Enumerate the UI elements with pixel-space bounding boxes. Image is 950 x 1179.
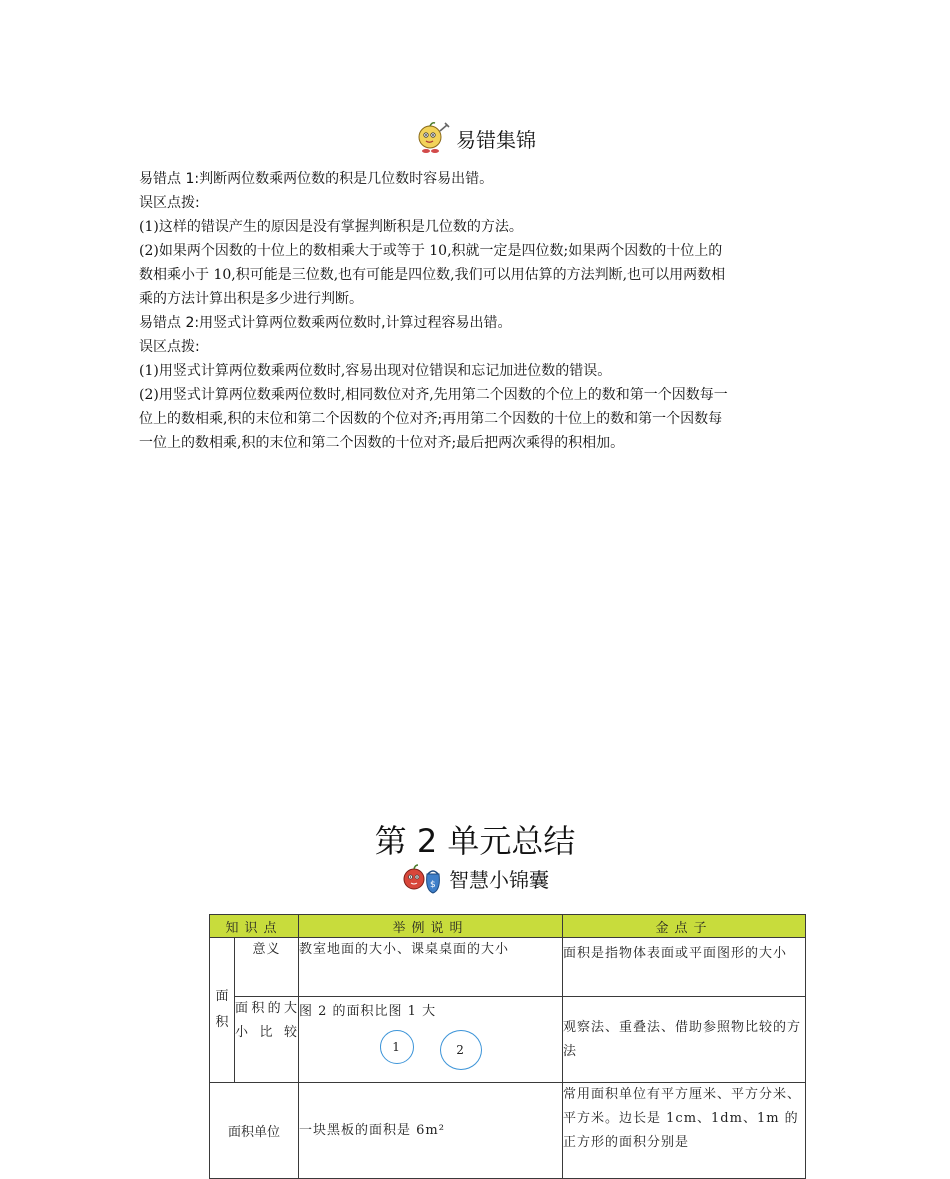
section-heading-mistakes bbox=[0, 118, 950, 158]
tip-meaning: 面积是指物体表面或平面图形的大小 bbox=[563, 938, 806, 997]
table-row bbox=[210, 938, 806, 997]
group-label-area bbox=[210, 938, 235, 1083]
section-title: 易错集锦 bbox=[456, 127, 536, 152]
header-example: 举例说明 bbox=[299, 915, 563, 938]
header-tip: 金点子 bbox=[563, 915, 806, 938]
table-header-row bbox=[210, 915, 806, 938]
body-text-line: 位上的数相乘,积的末位和第二个因数的个位对齐;再用第二个因数的十位上的数和第一个因数每 bbox=[139, 411, 723, 427]
unit-title: 第 2 单元总结 bbox=[374, 822, 576, 860]
topic-meaning: 意义 bbox=[235, 938, 299, 997]
shape-1-circle: 1 bbox=[380, 1030, 414, 1064]
group-label: 面积 bbox=[215, 989, 229, 1030]
body-text-line: (2)用竖式计算两位数乘两位数时,相同数位对齐,先用第二个因数的个位上的数和第一个因数每一 bbox=[139, 387, 728, 403]
section-label-line: 易错点 2:用竖式计算两位数乘两位数时,计算过程容易出错。 bbox=[139, 315, 512, 331]
body-text-line: (2)如果两个因数的十位上的数相乘大于或等于 10,积就一定是四位数;如果两个因数的十位上的 bbox=[139, 243, 723, 259]
body-text-line: (1)用竖式计算两位数乘两位数时,容易出现对位错误和忘记加进位数的错误。 bbox=[139, 363, 612, 379]
example-compare: 图 2 的面积比图 1 大 bbox=[299, 1004, 437, 1019]
mistakes-text-block bbox=[139, 167, 811, 455]
body-text-line: 一位上的数相乘,积的末位和第二个因数的十位对齐;最后把两次乘得的积相加。 bbox=[139, 435, 625, 451]
body-text-line: 乘的方法计算出积是多少进行判断。 bbox=[139, 291, 363, 307]
tip-compare: 观察法、重叠法、借助参照物比较的方法 bbox=[563, 997, 806, 1083]
example-meaning: 教室地面的大小、课桌桌面的大小 bbox=[299, 938, 563, 997]
tip-units: 常用面积单位有平方厘米、平方分米、平方米。边长是 1cm、1dm、1m 的正方形的面积分别是 bbox=[563, 1083, 806, 1179]
section-title: 智慧小锦囊 bbox=[449, 867, 549, 892]
section-label-line: 误区点拨: bbox=[139, 339, 200, 355]
example-units: 一块黑板的面积是 6m² bbox=[299, 1083, 563, 1179]
shape-comparison bbox=[299, 1030, 562, 1070]
summary-table bbox=[209, 914, 806, 1179]
table-row bbox=[210, 997, 806, 1083]
body-text-line: 数相乘小于 10,积可能是三位数,也有可能是四位数,我们可以用估算的方法判断,也可以用两数相 bbox=[139, 267, 726, 283]
header-topic: 知识点 bbox=[210, 915, 299, 938]
example-compare-cell bbox=[299, 997, 563, 1083]
topic-units: 面积单位 bbox=[210, 1083, 299, 1179]
cartoon-apple-mascot-icon bbox=[414, 121, 450, 155]
body-text-line: (1)这样的错误产生的原因是没有掌握判断积是几位数的方法。 bbox=[139, 219, 523, 235]
topic-compare: 面积的大小比较 bbox=[235, 997, 299, 1083]
shape-2-circle: 2 bbox=[440, 1030, 482, 1070]
section-label-line: 易错点 1:判断两位数乘两位数的积是几位数时容易出错。 bbox=[139, 171, 494, 187]
section-label-line: 误区点拨: bbox=[139, 195, 200, 211]
cartoon-apple-and-money-bag-icon bbox=[401, 860, 443, 896]
table-row bbox=[210, 1083, 806, 1179]
svg-text:$: $ bbox=[430, 880, 436, 890]
section-heading-tips bbox=[0, 858, 950, 898]
